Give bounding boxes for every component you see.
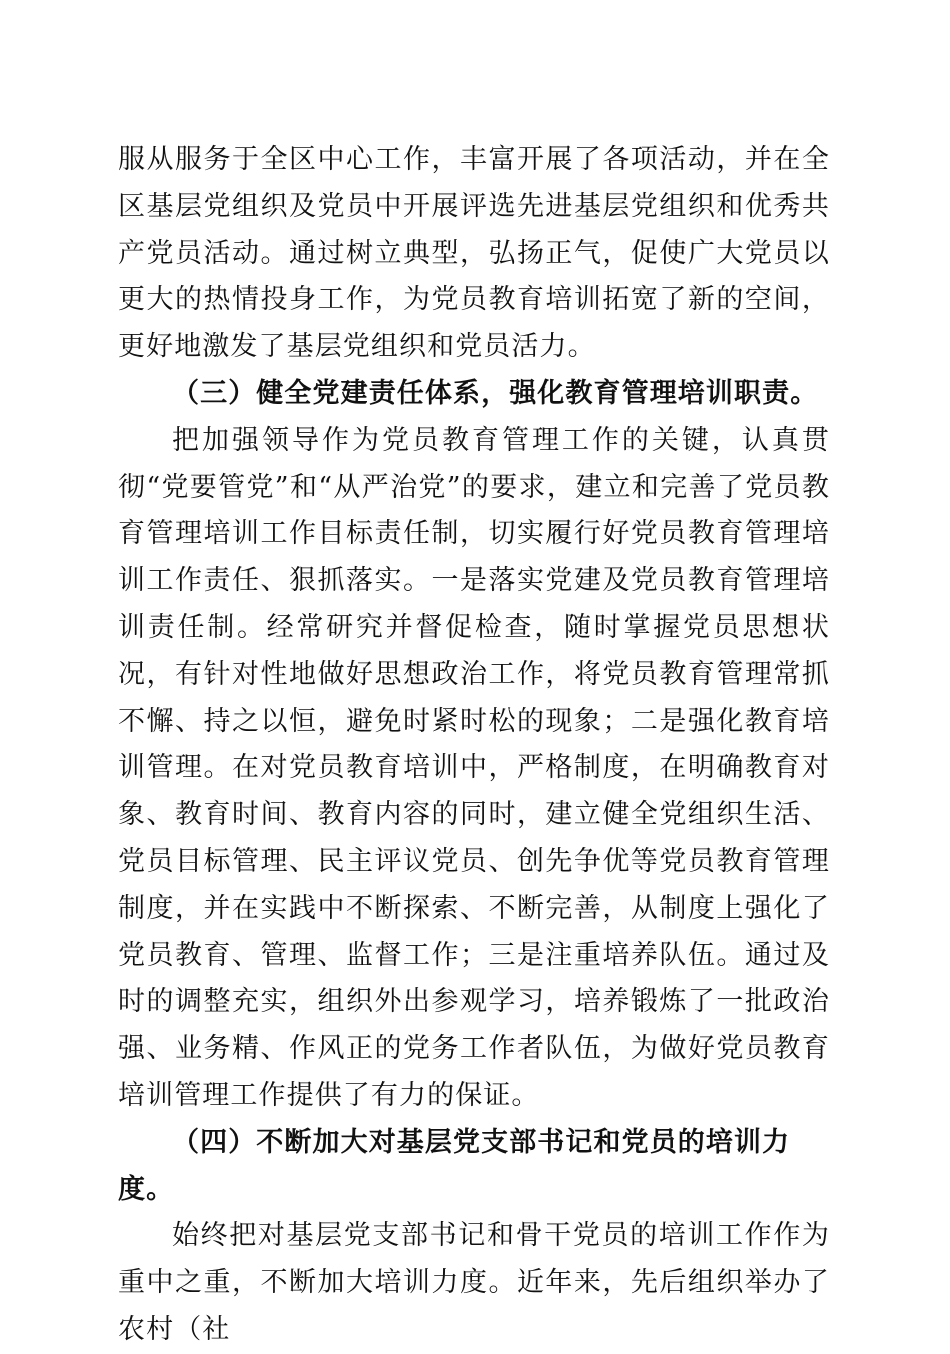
body-paragraph-training: 始终把对基层党支部书记和骨干党员的培训工作作为重中之重，不断加大培训力度。近年来，先后组织举办了农村（社: [118, 1220, 830, 1345]
section-heading-four: （四）不断加大对基层党支部书记和党员的培训力度。: [118, 1126, 791, 1205]
body-paragraph-responsibility: 把加强领导作为党员教育管理工作的关键，认真贯彻“党要管党”和“从严治党”的要求，建立和完善了党员教育管理培训工作目标责任制，切实履行好党员教育管理培训工作责任、狠抓落实。一是落实党建及党员教育管理培训责任制。经常研究并督促检查，随时掌握党员思想状况，有针对性地做好思想政治工作，将党员教育管理常抓不懈、持之以恒，避免时紧时松的现象；二是强化教育培训管理。在对党员教育培训中，严格制度，在明确教育对象、教育时间、教育内容的同时，建立健全党组织生活、党员目标管理、民主评议党员、创先争优等党员教育管理制度，并在实践中不断探索、不断完善，从制度上强化了党员教育、管理、监督工作；三是注重培养队伍。通过及时的调整充实，组织外出参观学习，培养锻炼了一批政治强、业务精、作风正的党务工作者队伍，为做好党员教育培训管理工作提供了有力的保证。: [118, 424, 830, 1111]
document-page: [118, 137, 830, 1354]
section-heading-three: （三）健全党建责任体系，强化教育管理培训职责。: [172, 377, 819, 409]
body-paragraph-continued: 服从服务于全区中心工作，丰富开展了各项活动，并在全区基层党组织及党员中开展评选先进基层党组织和优秀共产党员活动。通过树立典型，弘扬正气，促使广大党员以更大的热情投身工作，为党员教育培训拓宽了新的空间，更好地激发了基层党组织和党员活力。: [118, 144, 830, 363]
